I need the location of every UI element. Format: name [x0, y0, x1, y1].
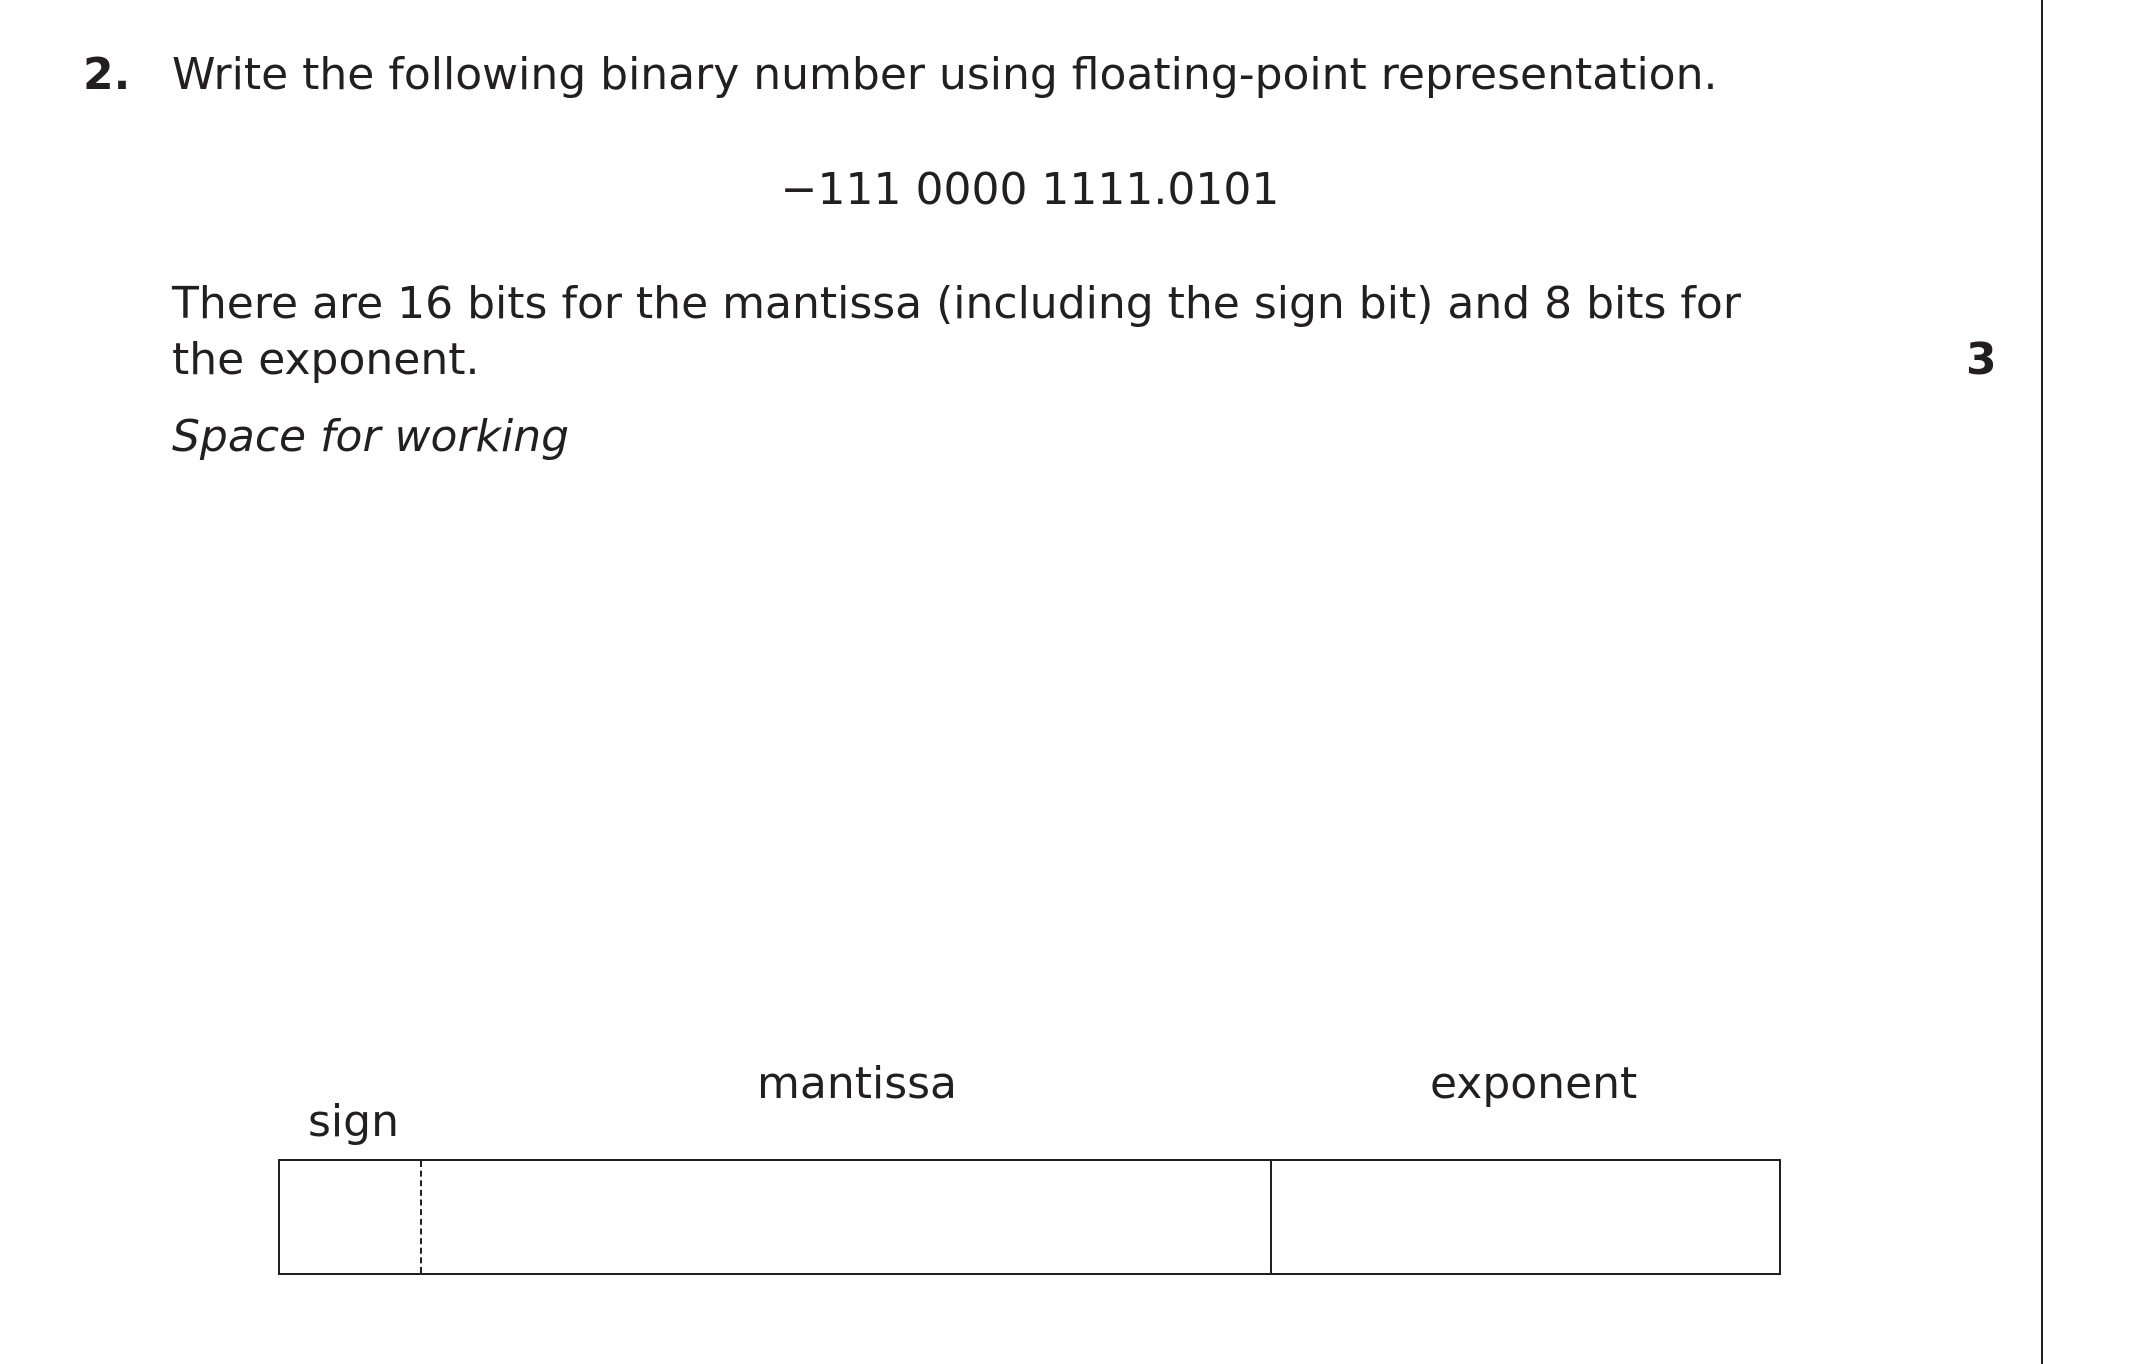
marks-value: 3 — [1966, 334, 1997, 385]
sign-label: sign — [308, 1096, 399, 1147]
binary-number: −111 0000 1111.0101 — [780, 164, 1280, 215]
margin-rule — [2041, 0, 2043, 1364]
exponent-label: exponent — [1430, 1058, 1638, 1109]
question-number: 2. — [83, 49, 131, 100]
sign-answer-cell[interactable] — [280, 1161, 420, 1273]
working-space-label: Space for working — [172, 411, 570, 462]
exponent-answer-cell[interactable] — [1270, 1159, 1781, 1275]
mantissa-label: mantissa — [757, 1058, 957, 1109]
sign-mantissa-box — [278, 1159, 1272, 1275]
mantissa-answer-cell[interactable] — [422, 1161, 1270, 1273]
question-prompt: Write the following binary number using floating-point representation. — [172, 49, 1718, 100]
question-description: There are 16 bits for the mantissa (including the sign bit) and 8 bits for the exponent. — [172, 278, 1741, 385]
